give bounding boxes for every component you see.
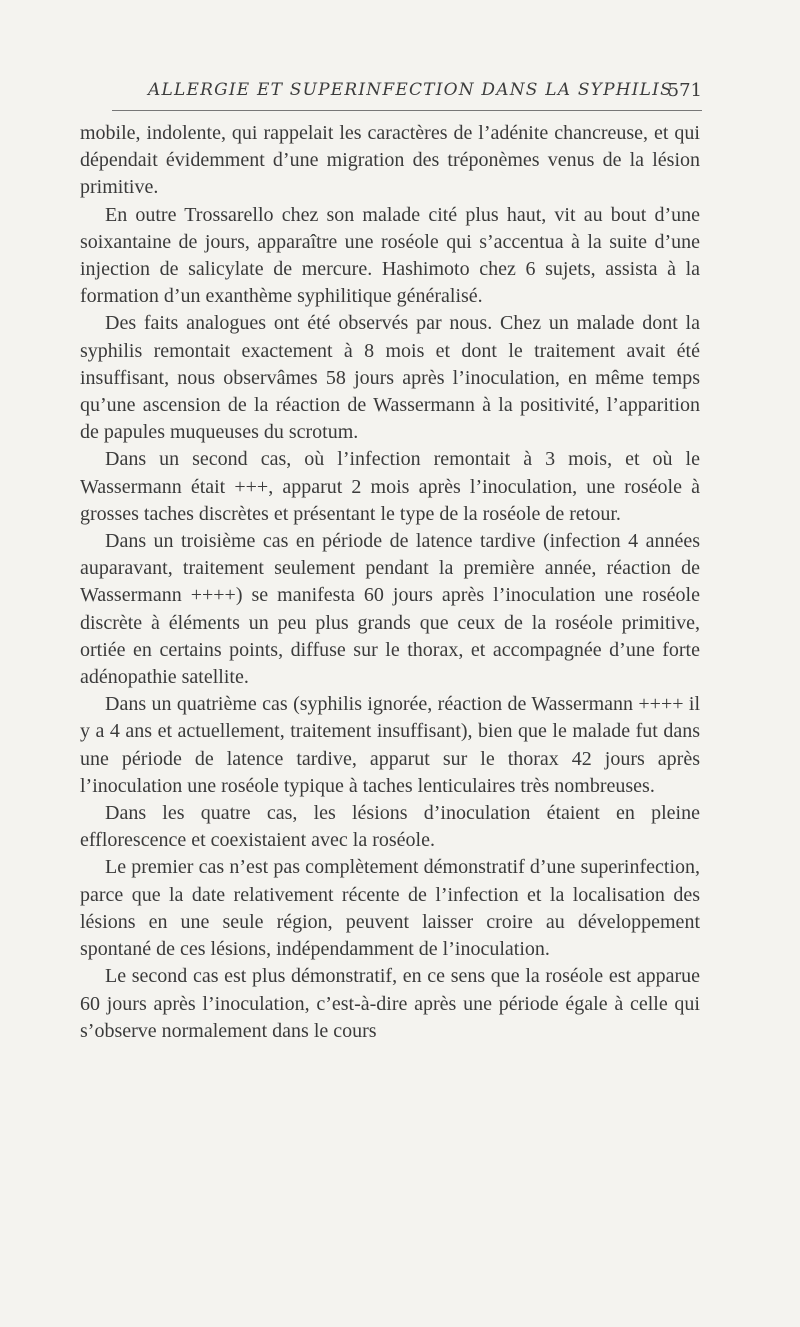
paragraph: Dans un troisième cas en période de latence tardive (infection 4 années auparavant, traitement seulement pendant la première année, réaction de Wassermann ++++) se manifesta 60 jours après l’inoculation une roséole discrète à éléments un peu plus grands que ceux de la roséole primitive, ortiée en certains points, diffuse sur le thorax, et accompagnée d’une forte adénopathie satellite.: [80, 530, 700, 689]
paragraph: Dans un second cas, où l’infection remontait à 3 mois, et où le Wassermann était +++, apparut 2 mois après l’inoculation, une roséole à grosses taches discrètes et présentant le type de la roséole de retour.: [80, 448, 700, 525]
paragraph: Dans un quatrième cas (syphilis ignorée, réaction de Wassermann ++++ il y a 4 ans et actuellement, traitement insuffisant), bien que le malade fut dans une période de latence tardive, apparut sur le thorax 42 jours après l’inoculation une roséole typique à taches lenticulaires très nombreuses.: [80, 693, 700, 797]
paragraph: Le second cas est plus démonstratif, en ce sens que la roséole est apparue 60 jours après l’inoculation, c’est-à-dire après une période égale à celle qui s’observe normalement dans le cours: [80, 965, 700, 1042]
running-title: ALLERGIE ET SUPERINFECTION DANS LA SYPHILIS: [148, 80, 673, 100]
header-rule: [112, 110, 702, 111]
paragraph: mobile, indolente, qui rappelait les caractères de l’adénite chancreuse, et qui dépendait évidemment d’une migration des tréponèmes venus de la lésion primitive.: [80, 122, 700, 199]
paragraph: Dans les quatre cas, les lésions d’inoculation étaient en pleine efflorescence et coexistaient avec la roséole.: [80, 802, 700, 852]
paragraph: Des faits analogues ont été observés par nous. Chez un malade dont la syphilis remontait exactement à 8 mois et dont le traitement avait été insuffisant, nous observâmes 58 jours après l’inoculation, en même temps qu’une ascension de la réaction de Wassermann à la positivité, l’apparition de papules muqueuses du scrotum.: [80, 312, 700, 444]
body-text: [80, 120, 700, 1045]
page-number: 571: [667, 80, 702, 101]
paragraph: En outre Trossarello chez son malade cité plus haut, vit au bout d’une soixantaine de jours, apparaître une roséole qui s’accentua à la suite d’une injection de salicylate de mercure. Hashimoto chez 6 sujets, assista à la formation d’un exanthème syphilitique généralisé.: [80, 203, 700, 308]
running-head: [148, 80, 708, 108]
paragraph: Le premier cas n’est pas complètement démonstratif d’une superinfection, parce que la date relativement récente de l’infection et la localisation des lésions en une seule région, peuvent laisser croire au développement spontané de ces lésions, indépendamment de l’inoculation.: [80, 856, 700, 961]
